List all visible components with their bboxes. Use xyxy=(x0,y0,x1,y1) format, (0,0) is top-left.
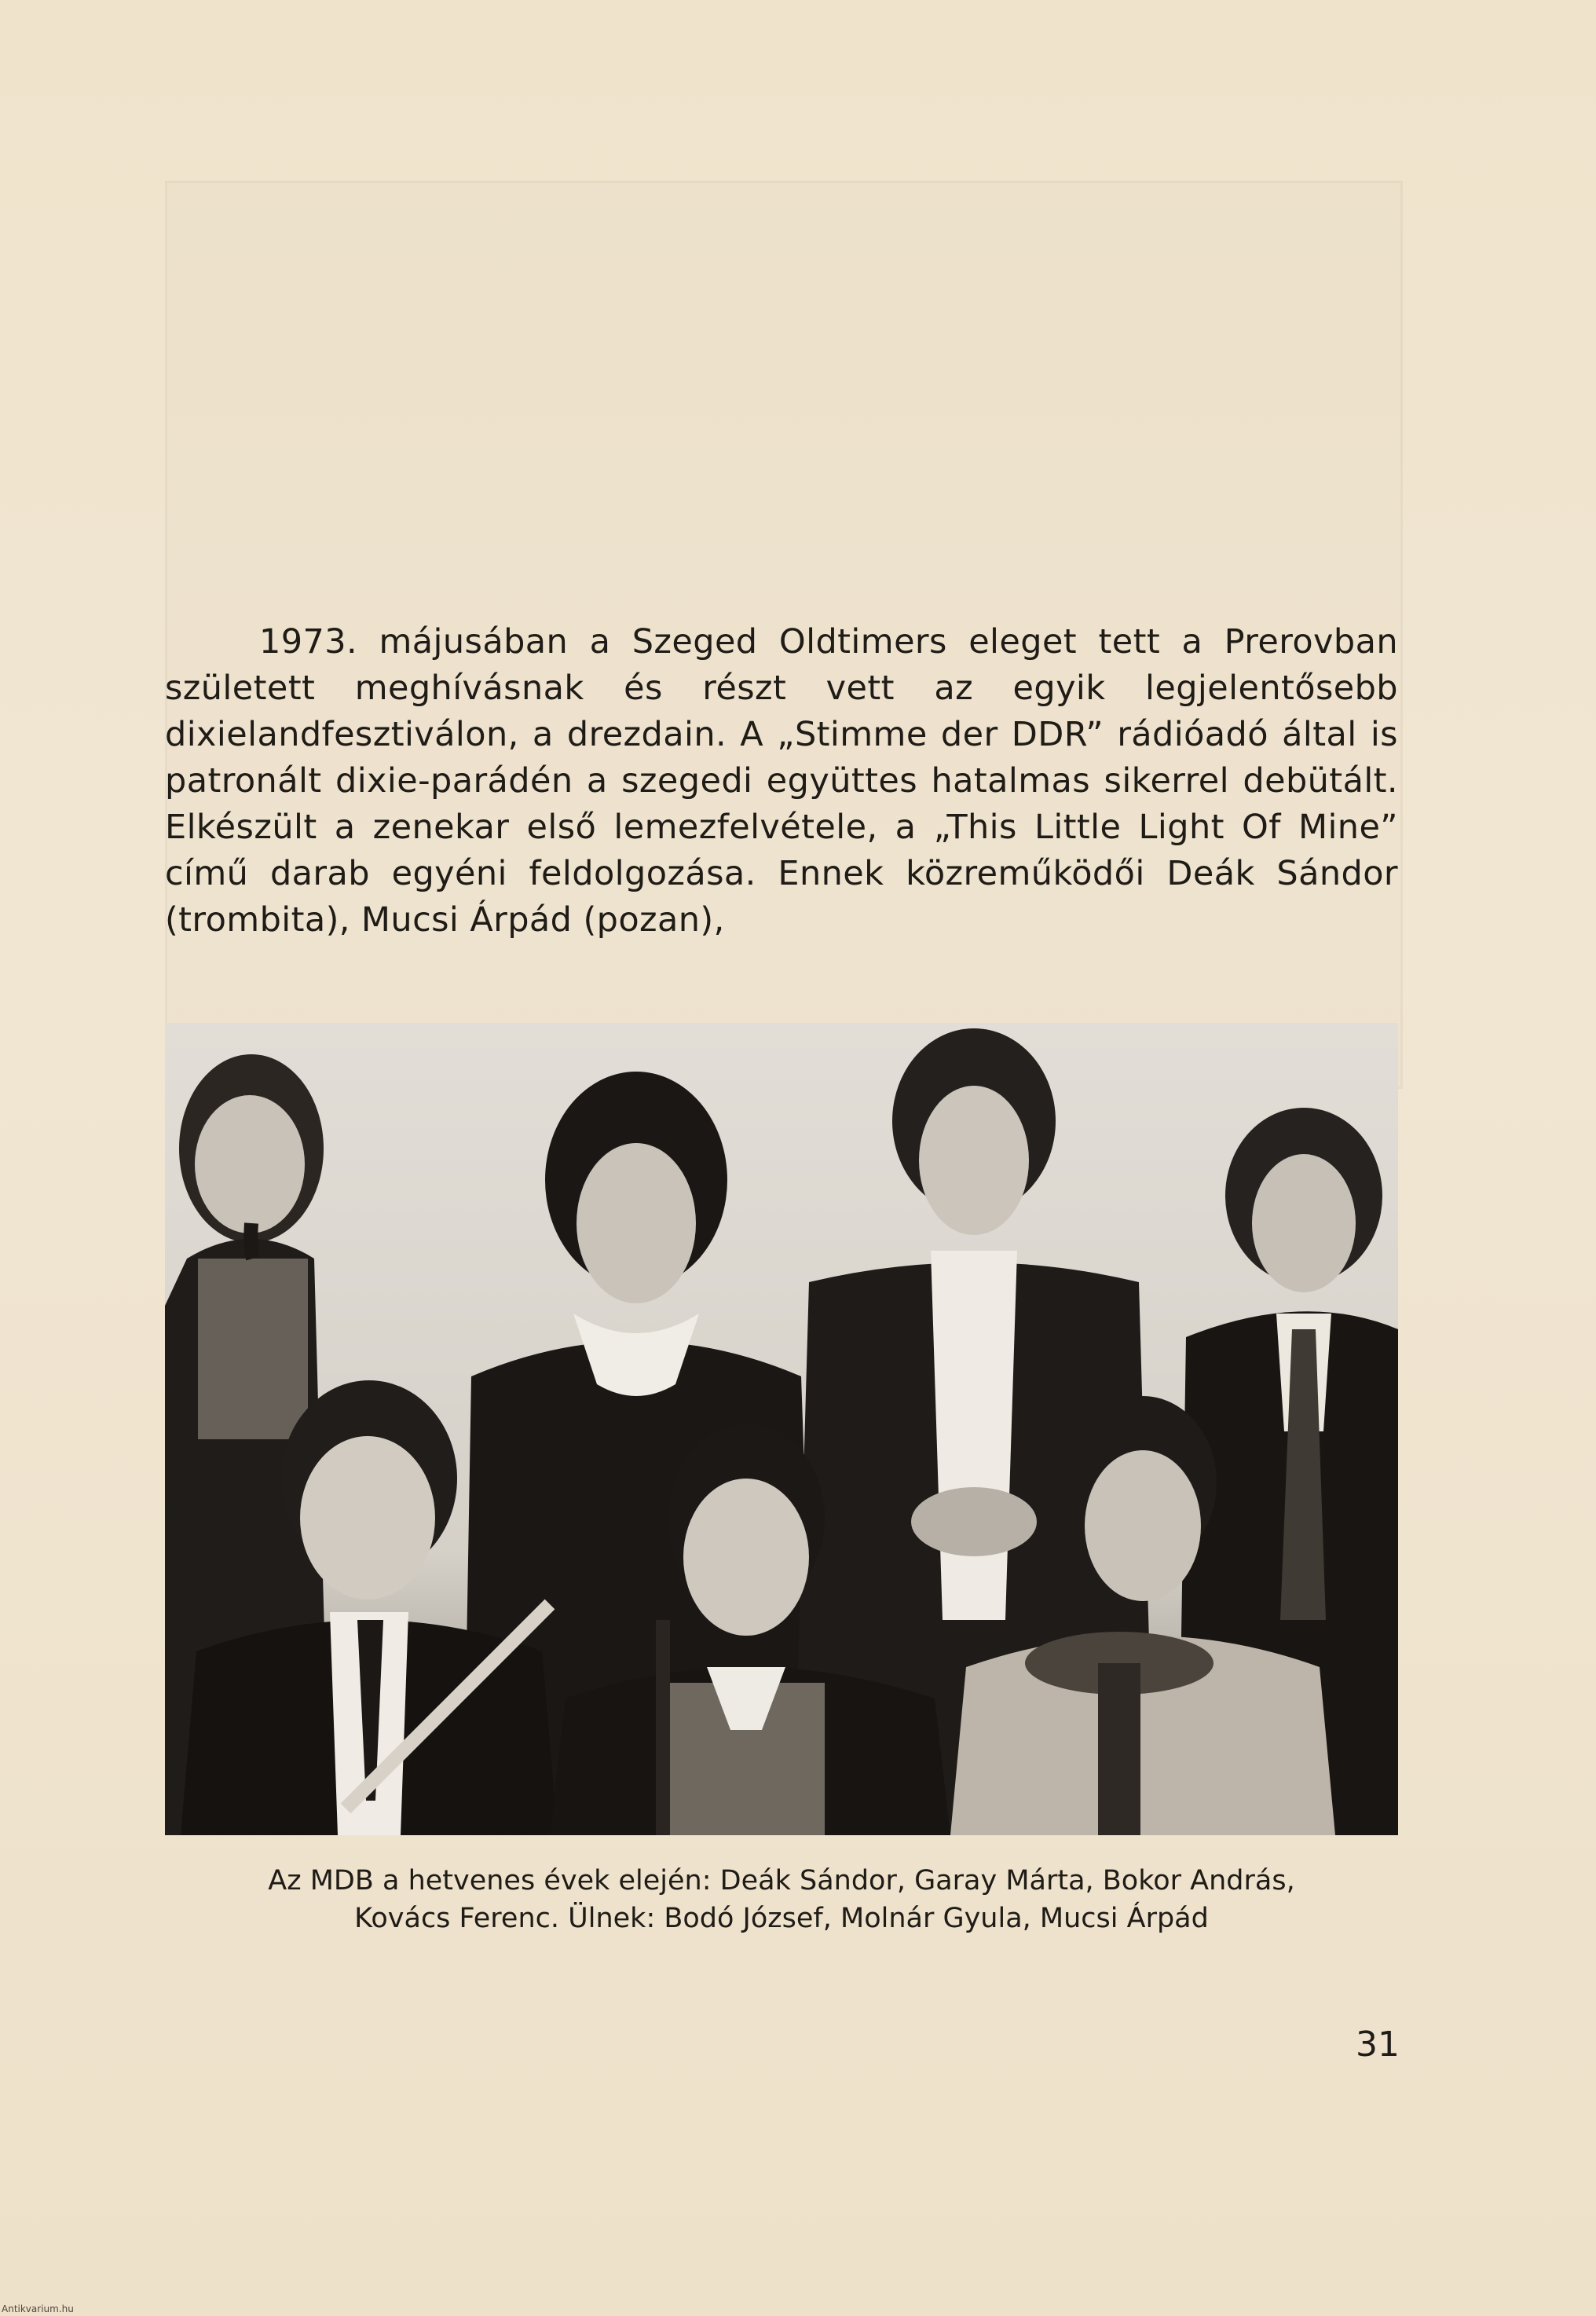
site-watermark: Antikvarium.hu xyxy=(2,2303,74,2314)
page-number: 31 xyxy=(1356,2025,1400,2065)
band-photo xyxy=(165,1023,1398,1835)
photo-caption-line-1: Az MDB a hetvenes évek elején: Deák Sándor, Garay Márta, Bokor András, xyxy=(268,1865,1295,1896)
body-paragraph: 1973. májusában a Szeged Oldtimers eleget tett a Prerovban született meghívásnak és részt vett az egyik legjelentősebb dixielandfesztiválon, a drezdain. A „Stimme der DDR” rádióadó által is patronált dixie-parádén a szegedi együttes hatalmas sikerrel debütált. Elkészült a zenekar első lemezfelvétele, a „This Little Light Of Mine” című darab egyéni feldolgozása. Ennek közreműködői Deák Sándor (trombita), Mucsi Árpád (pozan), xyxy=(165,622,1398,940)
band-photo-illustration xyxy=(165,1023,1398,1835)
photo-caption xyxy=(165,1862,1398,1937)
photo-caption-line-2: Kovács Ferenc. Ülnek: Bodó József, Molnár Gyula, Mucsi Árpád xyxy=(354,1903,1209,1934)
